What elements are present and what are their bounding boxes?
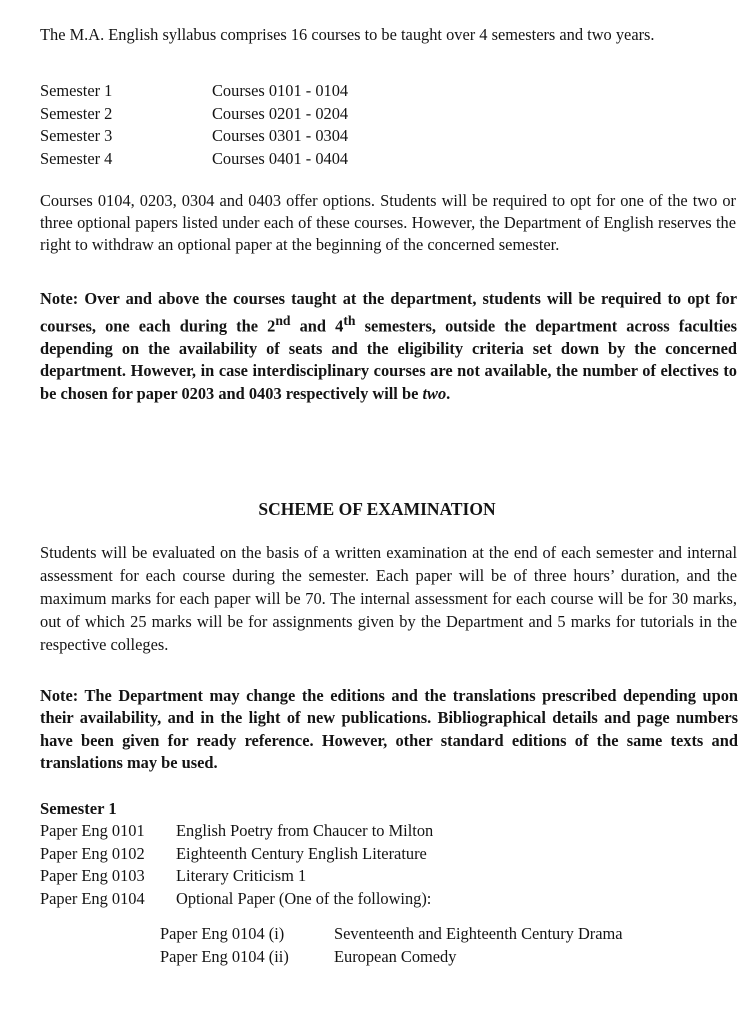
paper-code: Paper Eng 0102 — [40, 843, 145, 863]
paper-row — [40, 865, 433, 888]
paper-title: Literary Criticism 1 — [176, 866, 307, 886]
note-emphasis: two — [422, 383, 447, 403]
ordinal-suffix: nd — [275, 313, 291, 329]
optional-paper-title: European Comedy — [334, 947, 457, 966]
note-end: . — [446, 383, 451, 403]
scheme-paragraph: Students will be evaluated on the basis of a written examination at the end of each semester and internal assessment for each course during the semester. Each paper will be of three hours’ duration, and the maximum marks for each paper will be 70. The internal assessment for each course will be for 30 marks, out of which 25 marks will be for assignments given by the Department and 5 marks for tutorials in the respective colleges. — [40, 543, 737, 654]
semester-courses: Courses 0301 - 0304 — [212, 126, 349, 145]
paper-code: Paper Eng 0103 — [40, 866, 145, 886]
semester-name: Semester 2 — [40, 103, 113, 123]
paper-code: Paper Eng 0104 — [40, 888, 145, 908]
note-editions: Note: The Department may change the editions and the translations prescribed depending upon their availability, and in the light of new publications. Bibliographical details and page numbers have been given for ready reference. However, other standard editions of the same texts and translations may be used. — [40, 686, 738, 773]
optional-paper-row — [160, 922, 623, 945]
semester-1-paper-list — [40, 820, 433, 910]
note-electives — [40, 288, 737, 405]
paper-row — [40, 843, 433, 866]
semester-name: Semester 3 — [40, 126, 113, 145]
options-paragraph: Courses 0104, 0203, 0304 and 0403 offer options. Students will be required to opt for one of the two or three optional papers listed under each of these courses. However, the Department of English reserves the right to withdraw an optional paper at the beginning of the concerned semester. — [40, 191, 736, 255]
semester-row — [40, 125, 348, 148]
semester-course-table — [40, 80, 348, 170]
optional-paper-title: Seventeenth and Eighteenth Century Drama — [334, 924, 623, 943]
intro-paragraph: The M.A. English syllabus comprises 16 courses to be taught over 4 semesters and two years. — [40, 25, 655, 44]
paper-title: English Poetry from Chaucer to Milton — [176, 821, 434, 840]
semester-1-title: Semester 1 — [40, 799, 117, 818]
semester-name: Semester 1 — [40, 81, 113, 100]
optional-paper-row — [160, 945, 623, 968]
paper-row — [40, 820, 433, 843]
paper-title: Optional Paper (One of the following): — [176, 888, 432, 908]
optional-paper-code: Paper Eng 0104 (i) — [160, 924, 285, 943]
semester-row — [40, 103, 348, 126]
semester-courses: Courses 0201 - 0204 — [212, 103, 349, 123]
ordinal-suffix: th — [343, 313, 356, 329]
semester-courses: Courses 0401 - 0404 — [212, 148, 349, 168]
paper-title: Eighteenth Century English Literature — [176, 843, 427, 863]
note-text: and 4 — [290, 316, 344, 336]
note-text: semesters, outside the department across faculties depending on the availability of seats and the eligibility criteria set down by the concerned department. However, in case interdisciplinary courses are not available, the number of electives to be chosen for paper 0203 and 0403 respectively will be — [40, 316, 738, 403]
semester-row — [40, 148, 348, 171]
optional-paper-list — [160, 922, 623, 968]
scheme-heading: SCHEME OF EXAMINATION — [258, 499, 496, 519]
paper-row — [40, 888, 433, 911]
semester-row — [40, 80, 348, 103]
note-label: Note: — [40, 289, 79, 308]
note-text: Over and above the courses taught at the department, students will be required to opt for courses, one each during the 2 — [40, 289, 737, 336]
semester-name: Semester 4 — [40, 148, 113, 168]
paper-code: Paper Eng 0101 — [40, 821, 145, 840]
optional-paper-code: Paper Eng 0104 (ii) — [160, 947, 289, 966]
semester-courses: Courses 0101 - 0104 — [212, 81, 349, 100]
